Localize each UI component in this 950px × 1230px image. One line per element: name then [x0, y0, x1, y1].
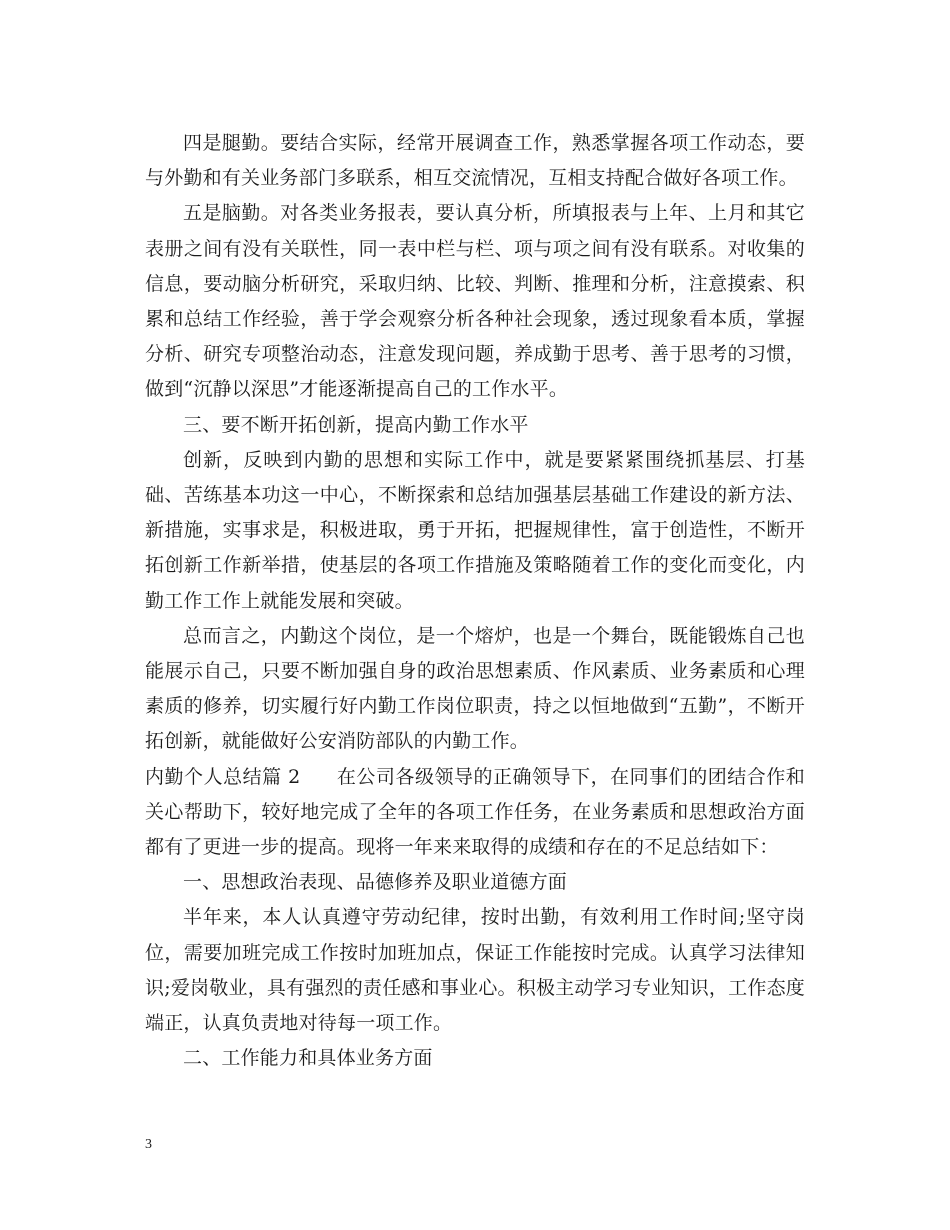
page-number: 3: [145, 1137, 152, 1152]
paragraph-brain-diligence: 五是脑勤。对各类业务报表，要认真分析，所填报表与上年、上月和其它表册之间有没有关联性，同一表中栏与栏、项与项之间有没有联系。对收集的信息，要动脑分析研究，采取归纳、比较、判断、推理和分析，注意摸索、积累和总结工作经验，善于学会观察分析各种社会现象，透过现象看本质，掌握分析、研究专项整治动态，注意发现问题，养成勤于思考、善于思考的习惯，做到“沉静以深思”才能逐渐提高自己的工作水平。: [145, 202, 805, 401]
paragraph-innovation: 创新，反映到内勤的思想和实际工作中，就是要紧紧围绕抓基层、打基础、苦练基本功这一中心，不断探索和总结加强基层基础工作建设的新方法、新措施，实事求是，积极进取，勇于开拓，把握规律性，富于创造性，不断开拓创新工作新举措，使基层的各项工作措施及策略随着工作的变化而变化，内勤工作工作上就能发展和突破。: [145, 448, 805, 612]
document-body: [145, 126, 805, 1076]
paragraph-conclusion: 总而言之，内勤这个岗位，是一个熔炉，也是一个舞台，既能锻炼自己也能展示自己，只要不断加强自身的政治思想素质、作风素质、业务素质和心理素质的修养，切实履行好内勤工作岗位职责，持之以恒地做到“五勤”，不断开拓创新，就能做好公安消防部队的内勤工作。: [145, 624, 805, 753]
heading-work-ability: 二、工作能力和具体业务方面: [183, 1047, 433, 1070]
section-intro: 在公司各级领导的正确领导下，在同事们的团结合作和关心帮助下，较好地完成了全年的各项工作任务，在业务素质和思想政治方面都有了更进一步的提高。现将一年来来取得的成绩和存在的不足总结如下：: [145, 765, 805, 859]
section-start: [145, 760, 805, 866]
heading-innovation: 三、要不断开拓创新，提高内勤工作水平: [183, 413, 529, 436]
section-title: 内勤个人总结篇 2: [145, 765, 301, 788]
paragraph-discipline: 半年来，本人认真遵守劳动纪律，按时出勤，有效利用工作时间;坚守岗位，需要加班完成工作按时加班加点，保证工作能按时完成。认真学习法律知识;爱岗敬业，具有强烈的责任感和事业心。积极主动学习专业知识，工作态度端正，认真负责地对待每一项工作。: [145, 906, 805, 1035]
heading-political-performance: 一、思想政治表现、品德修养及职业道德方面: [183, 871, 568, 894]
paragraph-leg-diligence: 四是腿勤。要结合实际，经常开展调查工作，熟悉掌握各项工作动态，要与外勤和有关业务部门多联系，相互交流情况，互相支持配合做好各项工作。: [145, 132, 805, 190]
